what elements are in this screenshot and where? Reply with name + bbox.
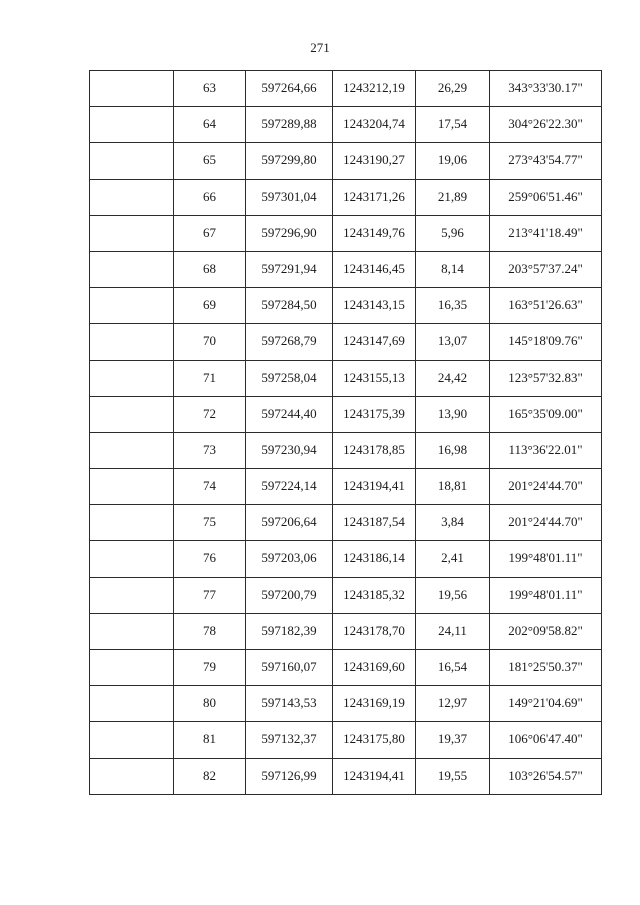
table-row (90, 758, 602, 794)
x-coordinate-cell: 597200,79 (246, 577, 333, 613)
y-coordinate-cell: 1243155,13 (333, 360, 416, 396)
empty-cell (90, 469, 174, 505)
y-coordinate-cell: 1243169,60 (333, 650, 416, 686)
y-coordinate-cell: 1243175,80 (333, 722, 416, 758)
x-coordinate-cell: 597264,66 (246, 71, 333, 107)
point-number-cell: 66 (174, 179, 246, 215)
length-cell: 12,97 (416, 686, 490, 722)
x-coordinate-cell: 597244,40 (246, 396, 333, 432)
x-coordinate-cell: 597268,79 (246, 324, 333, 360)
direction-angle-cell: 163°51'26.63" (490, 288, 602, 324)
y-coordinate-cell: 1243194,41 (333, 758, 416, 794)
point-number-cell: 76 (174, 541, 246, 577)
table-row (90, 613, 602, 649)
direction-angle-cell: 181°25'50.37" (490, 650, 602, 686)
direction-angle-cell: 343°33'30.17" (490, 71, 602, 107)
x-coordinate-cell: 597160,07 (246, 650, 333, 686)
length-cell: 21,89 (416, 179, 490, 215)
empty-cell (90, 360, 174, 396)
length-cell: 16,98 (416, 432, 490, 468)
point-number-cell: 79 (174, 650, 246, 686)
table-row (90, 686, 602, 722)
x-coordinate-cell: 597224,14 (246, 469, 333, 505)
length-cell: 19,55 (416, 758, 490, 794)
empty-cell (90, 107, 174, 143)
empty-cell (90, 541, 174, 577)
y-coordinate-cell: 1243149,76 (333, 215, 416, 251)
point-number-cell: 64 (174, 107, 246, 143)
empty-cell (90, 505, 174, 541)
direction-angle-cell: 106°06'47.40" (490, 722, 602, 758)
empty-cell (90, 758, 174, 794)
table-row (90, 324, 602, 360)
table-row (90, 71, 602, 107)
direction-angle-cell: 199°48'01.11" (490, 577, 602, 613)
x-coordinate-cell: 597126,99 (246, 758, 333, 794)
length-cell: 24,11 (416, 613, 490, 649)
y-coordinate-cell: 1243204,74 (333, 107, 416, 143)
direction-angle-cell: 123°57'32.83" (490, 360, 602, 396)
table-row (90, 288, 602, 324)
y-coordinate-cell: 1243147,69 (333, 324, 416, 360)
x-coordinate-cell: 597291,94 (246, 251, 333, 287)
length-cell: 18,81 (416, 469, 490, 505)
table-row (90, 107, 602, 143)
x-coordinate-cell: 597182,39 (246, 613, 333, 649)
y-coordinate-cell: 1243186,14 (333, 541, 416, 577)
x-coordinate-cell: 597230,94 (246, 432, 333, 468)
direction-angle-cell: 201°24'44.70" (490, 505, 602, 541)
direction-angle-cell: 213°41'18.49" (490, 215, 602, 251)
x-coordinate-cell: 597296,90 (246, 215, 333, 251)
table-row (90, 469, 602, 505)
empty-cell (90, 143, 174, 179)
table-row (90, 722, 602, 758)
empty-cell (90, 215, 174, 251)
table-row (90, 143, 602, 179)
table-row (90, 179, 602, 215)
length-cell: 13,90 (416, 396, 490, 432)
point-number-cell: 80 (174, 686, 246, 722)
length-cell: 13,07 (416, 324, 490, 360)
empty-cell (90, 288, 174, 324)
x-coordinate-cell: 597206,64 (246, 505, 333, 541)
x-coordinate-cell: 597299,80 (246, 143, 333, 179)
x-coordinate-cell: 597289,88 (246, 107, 333, 143)
y-coordinate-cell: 1243175,39 (333, 396, 416, 432)
point-number-cell: 73 (174, 432, 246, 468)
point-number-cell: 75 (174, 505, 246, 541)
y-coordinate-cell: 1243194,41 (333, 469, 416, 505)
direction-angle-cell: 202°09'58.82" (490, 613, 602, 649)
length-cell: 8,14 (416, 251, 490, 287)
table-row (90, 541, 602, 577)
empty-cell (90, 324, 174, 360)
empty-cell (90, 251, 174, 287)
table-row (90, 650, 602, 686)
direction-angle-cell: 149°21'04.69" (490, 686, 602, 722)
page-number: 271 (310, 40, 330, 55)
empty-cell (90, 613, 174, 649)
length-cell: 19,06 (416, 143, 490, 179)
length-cell: 26,29 (416, 71, 490, 107)
point-number-cell: 77 (174, 577, 246, 613)
y-coordinate-cell: 1243178,85 (333, 432, 416, 468)
point-number-cell: 71 (174, 360, 246, 396)
coordinates-table (89, 70, 602, 795)
length-cell: 2,41 (416, 541, 490, 577)
table-row (90, 251, 602, 287)
point-number-cell: 70 (174, 324, 246, 360)
empty-cell (90, 686, 174, 722)
empty-cell (90, 650, 174, 686)
x-coordinate-cell: 597284,50 (246, 288, 333, 324)
point-number-cell: 74 (174, 469, 246, 505)
x-coordinate-cell: 597132,37 (246, 722, 333, 758)
y-coordinate-cell: 1243190,27 (333, 143, 416, 179)
empty-cell (90, 577, 174, 613)
length-cell: 19,37 (416, 722, 490, 758)
table-row (90, 432, 602, 468)
y-coordinate-cell: 1243185,32 (333, 577, 416, 613)
direction-angle-cell: 199°48'01.11" (490, 541, 602, 577)
y-coordinate-cell: 1243178,70 (333, 613, 416, 649)
table-row (90, 396, 602, 432)
empty-cell (90, 179, 174, 215)
point-number-cell: 72 (174, 396, 246, 432)
y-coordinate-cell: 1243169,19 (333, 686, 416, 722)
table-row (90, 360, 602, 396)
length-cell: 5,96 (416, 215, 490, 251)
direction-angle-cell: 113°36'22.01" (490, 432, 602, 468)
length-cell: 16,54 (416, 650, 490, 686)
x-coordinate-cell: 597301,04 (246, 179, 333, 215)
length-cell: 16,35 (416, 288, 490, 324)
length-cell: 19,56 (416, 577, 490, 613)
y-coordinate-cell: 1243171,26 (333, 179, 416, 215)
y-coordinate-cell: 1243146,45 (333, 251, 416, 287)
y-coordinate-cell: 1243143,15 (333, 288, 416, 324)
direction-angle-cell: 145°18'09.76" (490, 324, 602, 360)
empty-cell (90, 432, 174, 468)
x-coordinate-cell: 597258,04 (246, 360, 333, 396)
y-coordinate-cell: 1243212,19 (333, 71, 416, 107)
point-number-cell: 67 (174, 215, 246, 251)
empty-cell (90, 722, 174, 758)
table-row (90, 577, 602, 613)
direction-angle-cell: 203°57'37.24" (490, 251, 602, 287)
point-number-cell: 78 (174, 613, 246, 649)
point-number-cell: 68 (174, 251, 246, 287)
direction-angle-cell: 273°43'54.77" (490, 143, 602, 179)
direction-angle-cell: 259°06'51.46" (490, 179, 602, 215)
point-number-cell: 82 (174, 758, 246, 794)
direction-angle-cell: 201°24'44.70" (490, 469, 602, 505)
x-coordinate-cell: 597143,53 (246, 686, 333, 722)
point-number-cell: 81 (174, 722, 246, 758)
direction-angle-cell: 103°26'54.57" (490, 758, 602, 794)
y-coordinate-cell: 1243187,54 (333, 505, 416, 541)
direction-angle-cell: 304°26'22.30" (490, 107, 602, 143)
direction-angle-cell: 165°35'09.00" (490, 396, 602, 432)
length-cell: 24,42 (416, 360, 490, 396)
coordinates-table-body (90, 71, 602, 795)
length-cell: 3,84 (416, 505, 490, 541)
point-number-cell: 65 (174, 143, 246, 179)
table-row (90, 215, 602, 251)
empty-cell (90, 71, 174, 107)
x-coordinate-cell: 597203,06 (246, 541, 333, 577)
point-number-cell: 69 (174, 288, 246, 324)
table-row (90, 505, 602, 541)
empty-cell (90, 396, 174, 432)
point-number-cell: 63 (174, 71, 246, 107)
length-cell: 17,54 (416, 107, 490, 143)
